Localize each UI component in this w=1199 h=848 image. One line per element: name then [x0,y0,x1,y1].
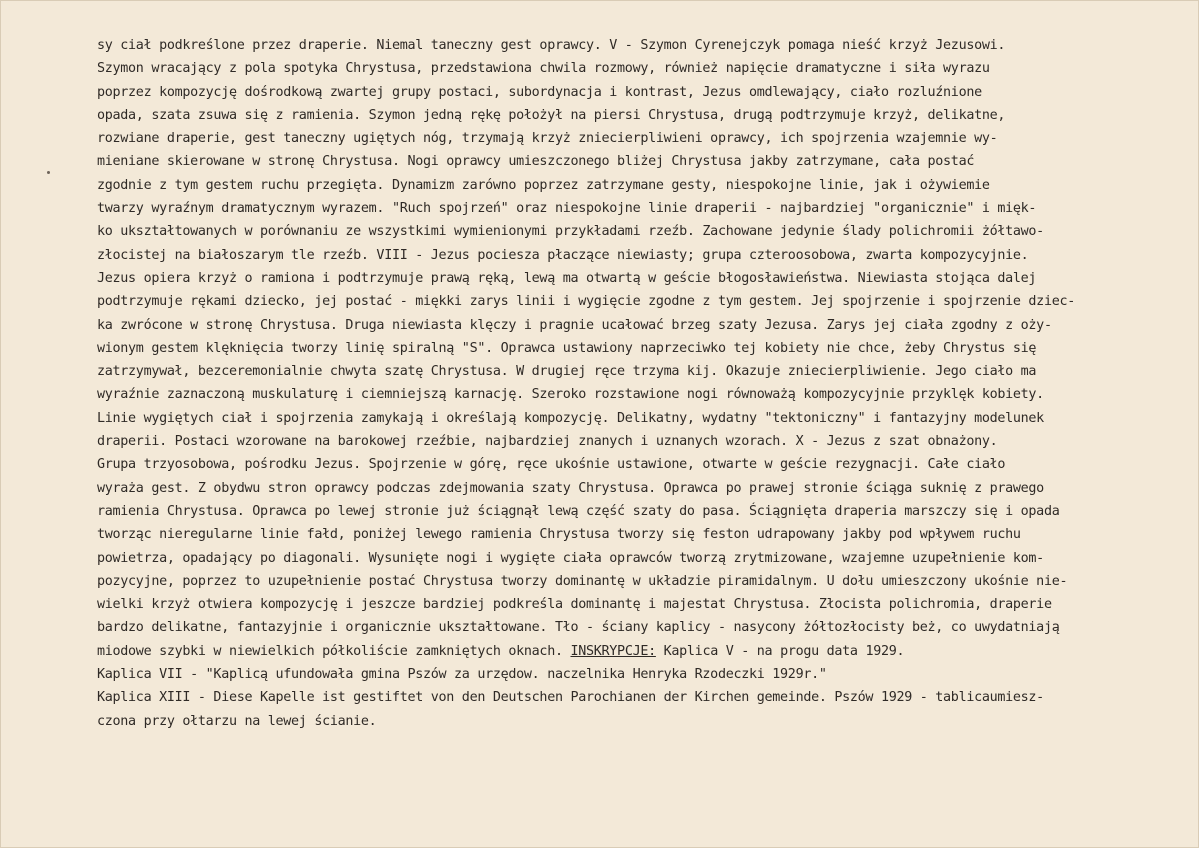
text-line: Linie wygiętych ciał i spojrzenia zamykają i określają kompozycję. Delikatny, wydatny "tektoniczny" i fantazyjny modelunek [97,410,1044,426]
text-line: sy ciał podkreślone przez draperie. Niemal taneczny gest oprawcy. V - Szymon Cyrenejczyk pomaga nieść krzyż Jezusowi. [97,38,1006,53]
text-line: podtrzymuje rękami dziecko, jej postać - miękki zarys linii i wygięcie zgodne z tym gestem. Jej spojrzenie i spojrzenie dziec- [97,294,1075,310]
text-line: zatrzymywał, bezceremonialnie chwyta szatę Chrystusa. W drugiej ręce trzyma kij. Okazuje zniecierpliwienie. Jego ciało ma [97,364,1037,380]
text-line: wielki krzyż otwiera kompozycję i jeszcze bardziej podkreśla dominantę i majestat Chrystusa. Złocista polichromia, draperie [97,597,1052,613]
inscriptions-heading: INSKRYPCJE: [570,643,656,659]
text-line: poprzez kompozycję dośrodkową zwartej grupy postaci, subordynacja i kontrast, Jezus omdlewający, ciało rozluźnione [97,84,982,100]
text-line: rozwiane draperie, gest taneczny ugiętych nóg, trzymają krzyż zniecierpliwieni oprawcy, ich spojrzenia wzajemnie wy- [97,131,998,147]
text-line: Kaplica XIII - Diese Kapelle ist gestiftet von den Deutschen Parochianen der Kirchen gemeinde. Pszów 1929 - tablicaumiesz- [97,690,1044,706]
text-line: wionym gestem klęknięcia tworzy linię spiralną "S". Oprawca ustawiony naprzeciwko tej kobiety nie chce, żeby Chrystus się [97,340,1037,356]
text-line: złocistej na białoszarym tle rzeźb. VIII - Jezus pociesza płaczące niewiasty; grupa czteroosobowa, zwarta kompozycyjnie. [97,247,1029,263]
margin-dot [47,171,50,174]
text-line: twarzy wyraźnym dramatycznym wyrazem. "Ruch spojrzeń" oraz niespokojne linie draperii - najbardziej "organicznie" i mięk- [97,201,1037,217]
text-line: bardzo delikatne, fantazyjnie i organicznie ukształtowane. Tło - ściany kaplicy - nasycony żółtozłocisty beż, co uwydatniają [97,620,1060,636]
text-line: czona przy ołtarzu na lewej ścianie. [97,713,377,729]
text-line: pozycyjne, poprzez to uzupełnienie postać Chrystusa tworzy dominantę w układzie piramidalnym. U dołu umieszczony ukośnie nie- [97,573,1068,589]
text-line: Szymon wracający z pola spotyka Chrystusa, przedstawiona chwila rozmowy, również napięcie dramatyczne i siła wyrazu [97,61,990,77]
text-line: tworząc nieregularne linie fałd, poniżej lewego ramienia Chrystusa tworzy się feston udrapowany jakby pod wpływem ruchu [97,527,1021,543]
inscriptions-first-entry: Kaplica V - na progu data 1929. [655,643,905,659]
document-body [97,34,1172,733]
text-line: Jezus opiera krzyż o ramiona i podtrzymuje prawą ręką, lewą ma otwartą w geście błogosławieństwa. Niewiasta stojąca dalej [97,270,1037,286]
text-line: ko ukształtowanych w porównaniu ze wszystkimi wymienionymi przykładami rzeźb. Zachowane jedynie ślady polichromii żółtawo- [97,224,1044,240]
text-line: Kaplica VII - "Kaplicą ufundowała gmina Pszów za urzędow. naczelnika Henryka Rzodeczki 1929r." [97,667,827,683]
text-line-segment: miodowe szybki w niewielkich półkoliście zamkniętych oknach. [97,643,563,659]
text-line: wyraźnie zaznaczoną muskulaturę i ciemniejszą karnację. Szeroko rozstawione nogi równoważą kompozycyjnie przyklęk kobiety. [97,387,1044,403]
text-line: Grupa trzyosobowa, pośrodku Jezus. Spojrzenie w górę, ręce ukośnie ustawione, otwarte w geście rezygnacji. Całe ciało [97,457,1006,473]
text-line-with-inscriptions [97,640,1172,663]
text-line: ka zwrócone w stronę Chrystusa. Druga niewiasta klęczy i pragnie ucałować brzeg szaty Jezusa. Zarys jej ciała zgodny z oży- [97,317,1052,333]
text-line: wyraża gest. Z obydwu stron oprawcy podczas zdejmowania szaty Chrystusa. Oprawca po prawej stronie ściąga suknię z prawego [97,480,1044,496]
text-line: ramienia Chrystusa. Oprawca po lewej stronie już ściągnął lewą część szaty do pasa. Ściągnięta draperia marszczy się i opada [97,503,1060,519]
text-line: opada, szata zsuwa się z ramienia. Szymon jedną rękę położył na piersi Chrystusa, drugą podtrzymuje krzyż, delikatne, [97,107,1006,123]
text-line: powietrza, opadający po diagonali. Wysunięte nogi i wygięte ciała oprawców tworzą zrytmizowane, wzajemne uzupełnienie kom- [97,550,1044,566]
text-line: zgodnie z tym gestem ruchu przegięta. Dynamizm zarówno poprzez zatrzymane gesty, niespokojne linie, jak i ożywiemie [97,177,990,193]
text-line: draperii. Postaci wzorowane na barokowej rzeźbie, najbardziej znanych i uznanych wzorach. X - Jezus z szat obnażony. [97,434,998,450]
text-line: mieniane skierowane w stronę Chrystusa. Nogi oprawcy umieszczonego bliżej Chrystusa jakby zatrzymane, cała postać [97,154,975,170]
